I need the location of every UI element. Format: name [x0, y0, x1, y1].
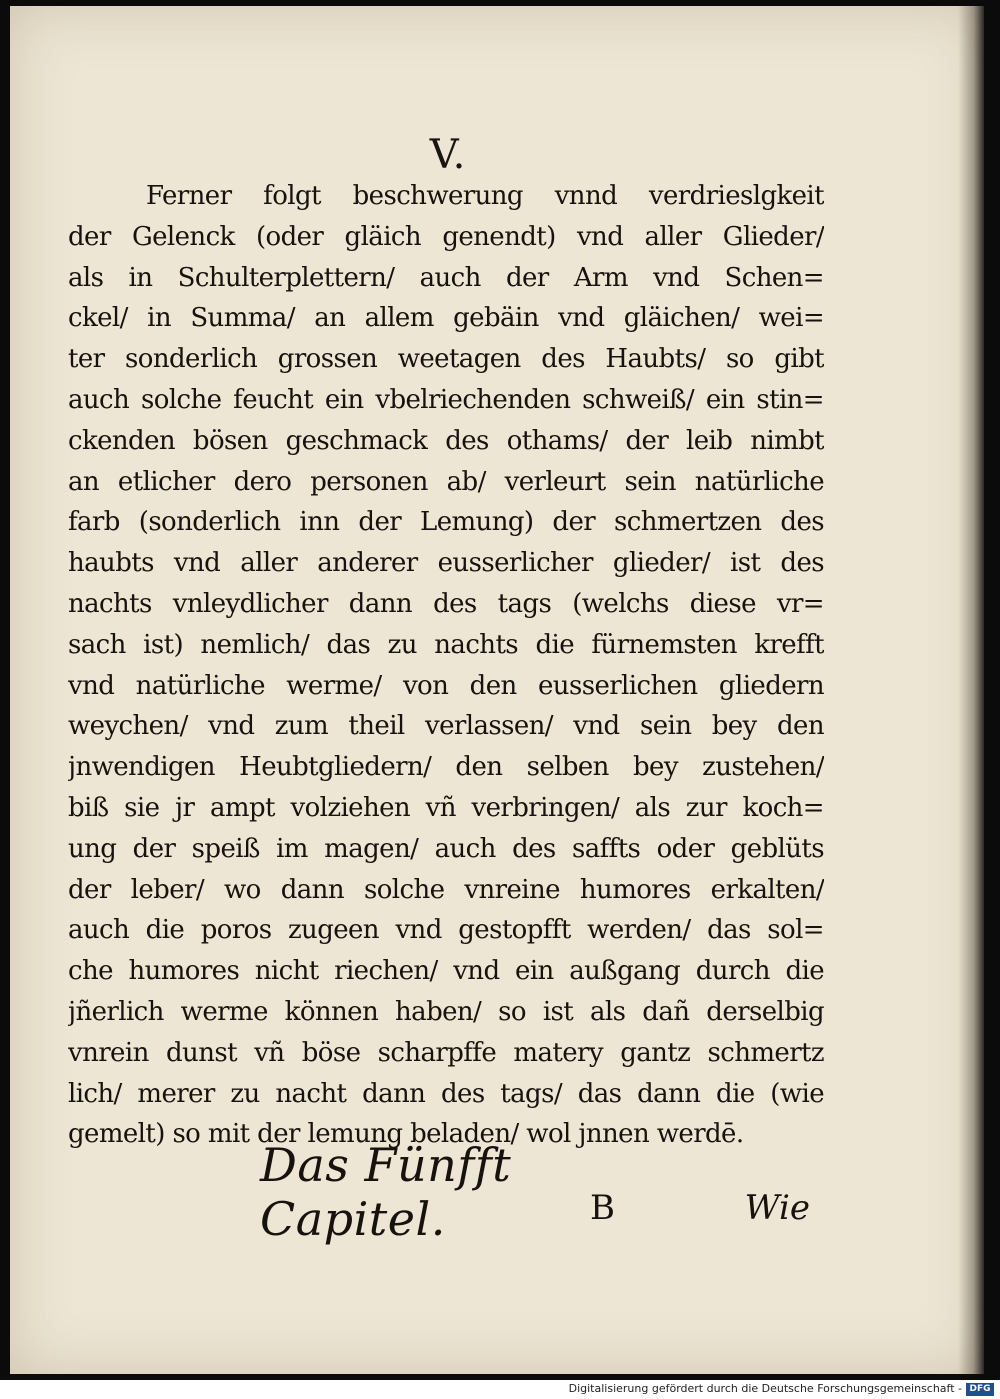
text-line: nachts vnleydlicher dann des tags (welchs diese vr= — [68, 588, 824, 619]
text-line: ter sonderlich grossen weetagen des Haubts/ so gibt — [68, 344, 824, 375]
text-line: che humores nicht riechen/ vnd ein außgang durch die — [68, 956, 824, 987]
text-line: vnrein dunst vñ böse scharpffe matery gantz schmertz — [68, 1037, 824, 1068]
text-line: auch solche feucht ein vbelriechenden schweiß/ ein stin= — [68, 384, 824, 415]
text-line: an etlicher dero personen ab/ verleurt sein natürliche — [68, 466, 824, 497]
text-line: ung der speiß im magen/ auch des saffts oder geblüts — [68, 833, 824, 864]
text-line: der leber/ wo dann solche vnreine humores erkalten/ — [68, 874, 824, 905]
text-line: der Gelenck (oder gläich genendt) vnd aller Glieder/ — [68, 221, 824, 252]
text-line: Ferner folgt beschwerung vnnd verdrieslgkeit — [146, 181, 824, 211]
text-line: gemelt) so mit der lemung beladen/ wol jnnen werdē. — [68, 1119, 744, 1150]
text-line: jñerlich werme können haben/ so ist als dañ derselbig — [68, 996, 824, 1027]
text-line: haubts vnd aller anderer eusserlicher glieder/ ist des — [68, 548, 824, 579]
catchword: Wie — [744, 1188, 810, 1228]
page-signature-mark: V. — [429, 132, 467, 178]
text-line: vnd natürliche werme/ von den eusserlichen gliedern — [68, 670, 824, 701]
text-line: ckenden bösen geschmack des othams/ der leib nimbt — [68, 425, 824, 456]
dfg-logo-icon: DFG — [966, 1383, 994, 1396]
text-line: sach ist) nemlich/ das zu nachts die fürnemsten krefft — [68, 629, 824, 660]
text-line: lich/ merer zu nacht dann des tags/ das dann die (wie — [68, 1078, 824, 1109]
funding-credit: Digitalisierung gefördert durch die Deutsche Forschungsgemeinschaft - — [568, 1382, 962, 1395]
text-line: biß sie jr ampt volziehen vñ verbringen/ als zur koch= — [68, 792, 824, 823]
text-line: farb (sonderlich inn der Lemung) der schmertzen des — [68, 507, 824, 538]
body-text — [68, 176, 824, 1155]
text-line: als in Schulterplettern/ auch der Arm vnd Schen= — [68, 262, 824, 293]
credit-bar — [0, 1380, 1000, 1399]
text-line: auch die poros zugeen vnd gestopfft werden/ das sol= — [68, 915, 824, 946]
text-line: ckel/ in Summa/ an allem gebäin vnd gläichen/ wei= — [68, 303, 824, 334]
page-edge-shadow — [958, 6, 984, 1374]
text-line: jnwendigen Heubtgliedern/ den selben bey zustehen/ — [68, 752, 824, 783]
chapter-heading: Das Fünfft Capitel. — [260, 1138, 512, 1246]
gathering-signature: B — [590, 1188, 615, 1228]
text-line: weychen/ vnd zum theil verlassen/ vnd sein bey den — [68, 711, 824, 742]
page-footer-row — [590, 1188, 810, 1238]
